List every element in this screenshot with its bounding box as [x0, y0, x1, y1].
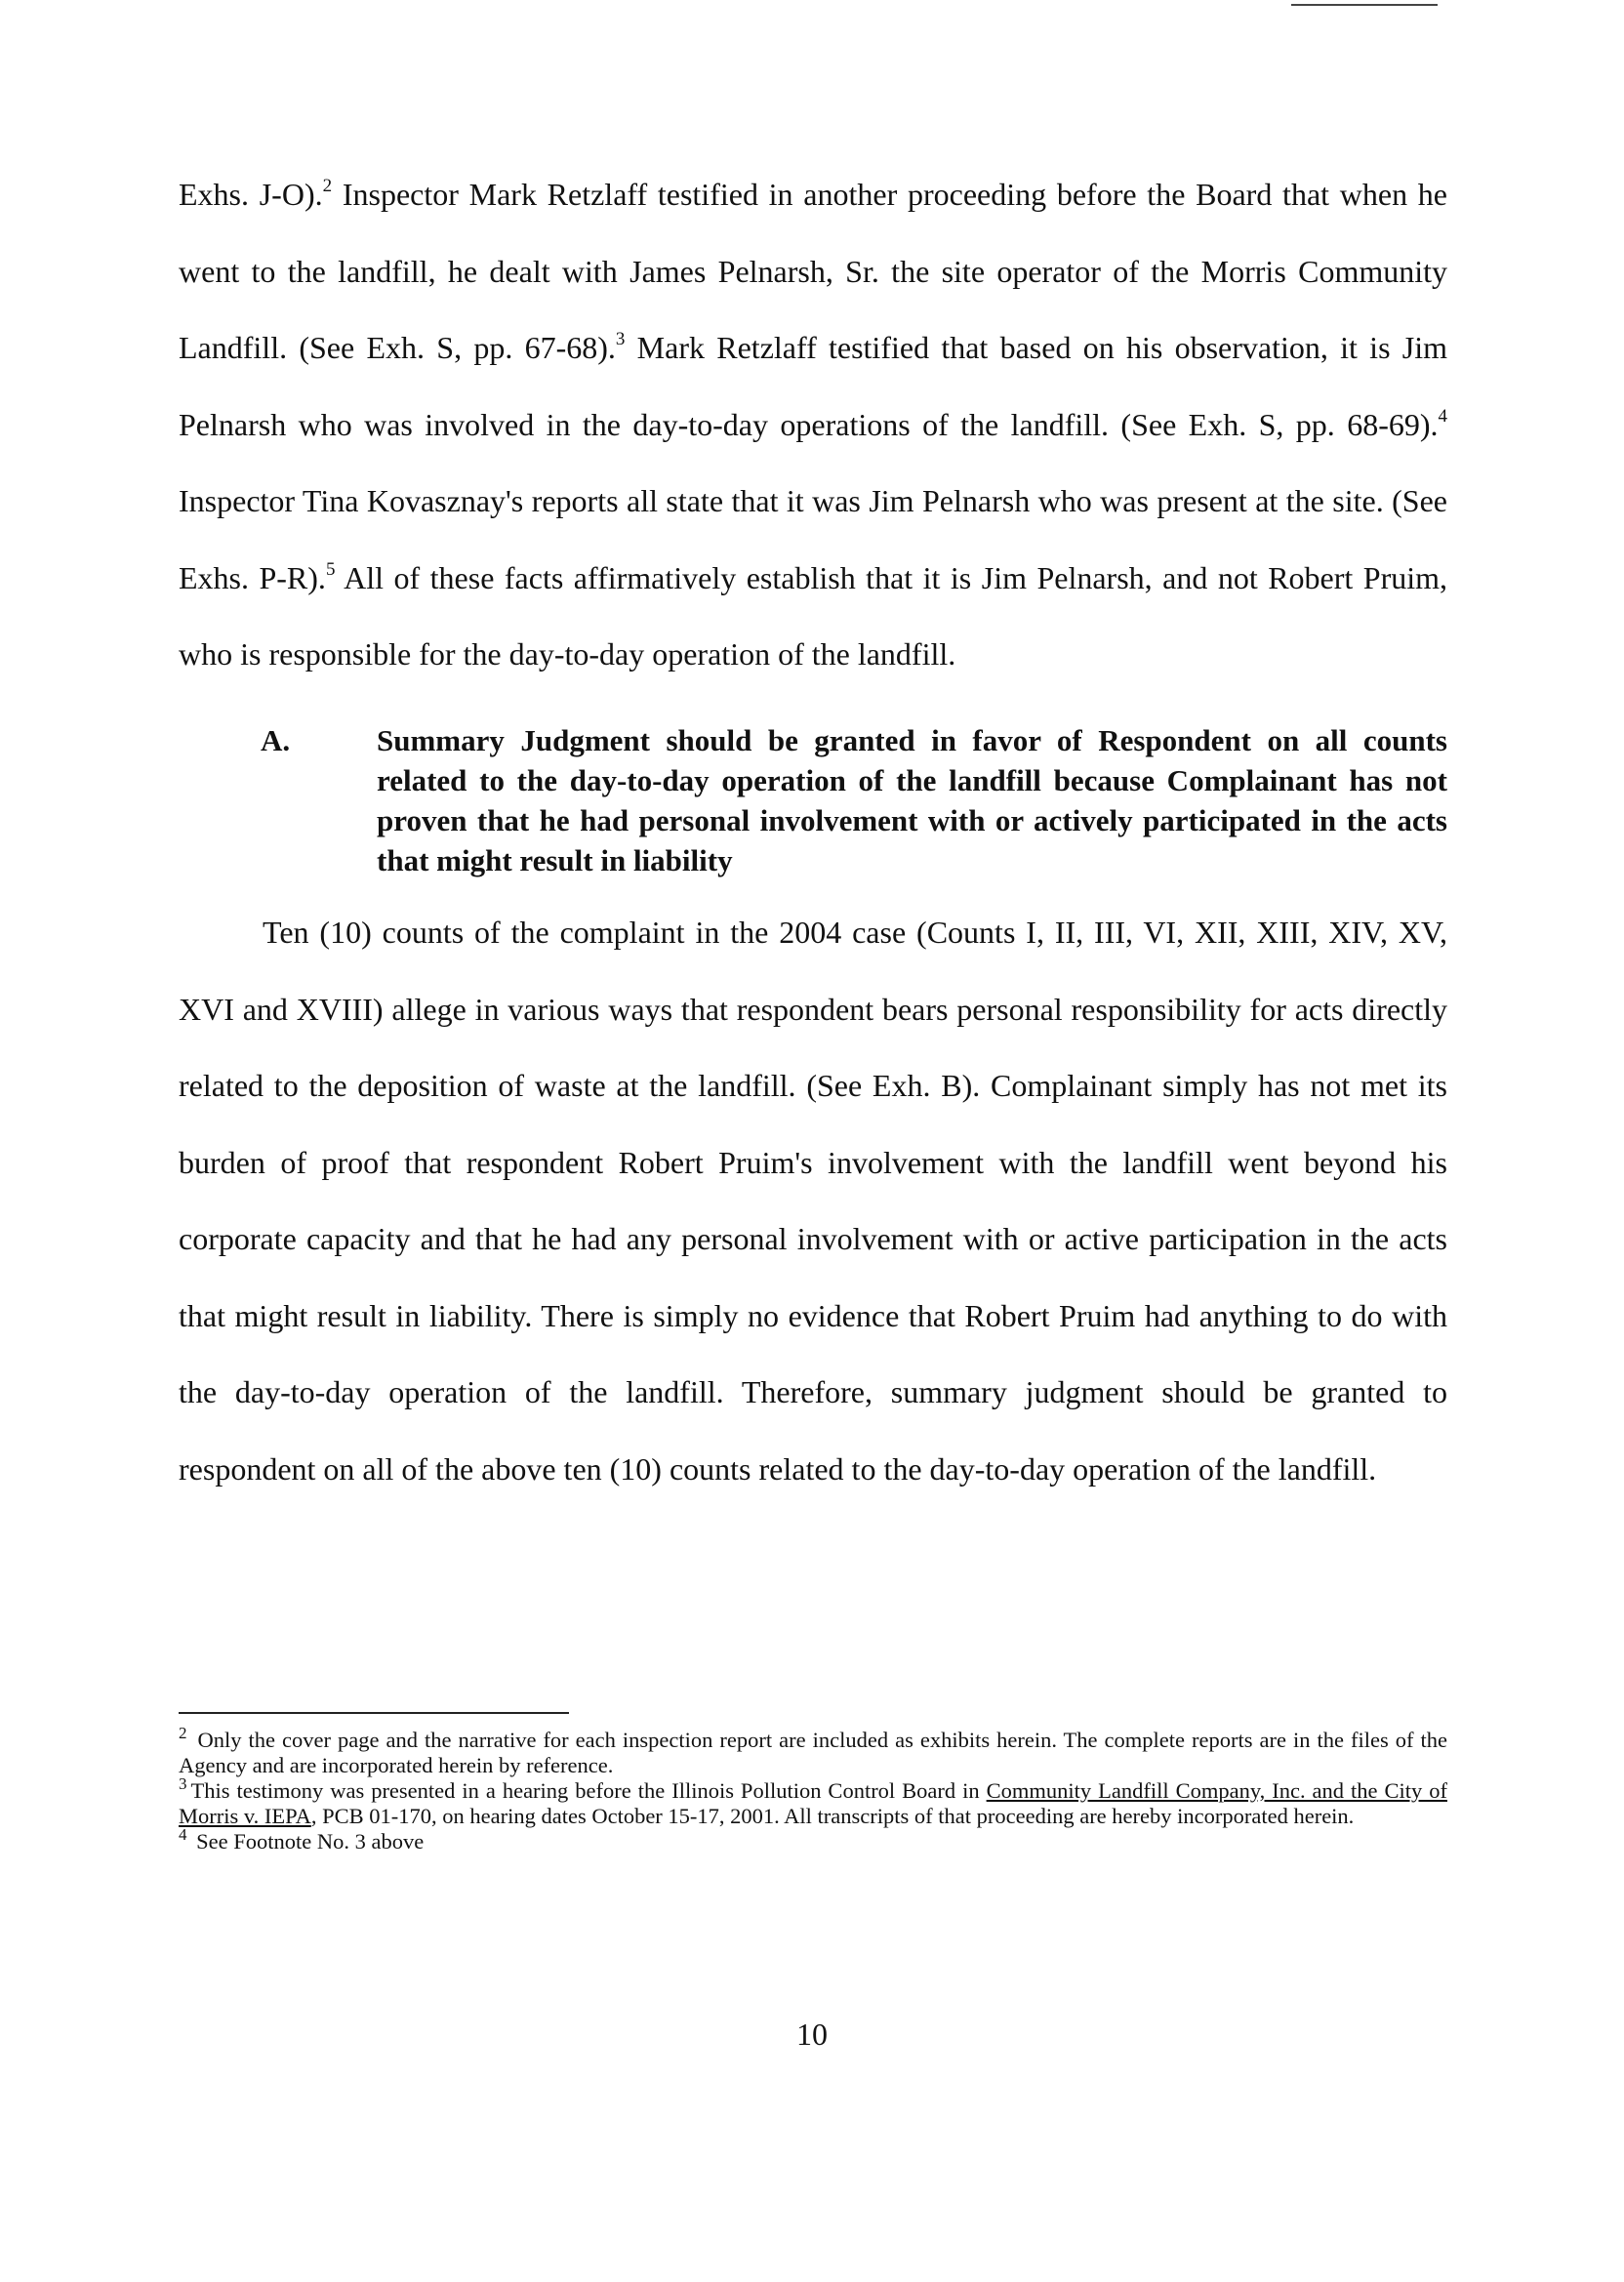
p1-sentence-3: Mark Retzlaff testified that based on his observation, it is Jim Pelnarsh who was involved in the day-to-day operations of the landfill. (See Exh. S, pp. 68-69). [179, 330, 1448, 442]
body-paragraph-1 [179, 156, 1447, 693]
footnote-ref-5: 5 [325, 558, 336, 580]
footnote-ref-2: 2 [322, 175, 333, 196]
footnote-ref-4: 4 [1438, 405, 1447, 427]
footnote-separator [179, 1712, 569, 1714]
footnote-3 [179, 1773, 1447, 1829]
footnote-3-text-end: , PCB 01-170, on hearing dates October 15-17, 2001. All transcripts of that proceeding are hereby incorporated herein. [310, 1804, 1355, 1828]
body-paragraph-2: Ten (10) counts of the complaint in the 2004 case (Counts I, II, III, VI, XII, XIII, XIV, XV, XVI and XVIII) allege in various ways that respondent bears personal responsibility for acts directly related to the deposition of waste at the landfill. (See Exh. B). Complainant simply has not met its burden of proof that respondent Robert Pruim's involvement with the landfill went beyond his corporate capacity and that he had any personal involvement with or active participation in the acts that might result in liability. There is simply no evidence that Robert Pruim had anything to do with the day-to-day operation of the landfill. Therefore, summary judgment should be granted to respondent on all of the above ten (10) counts related to the day-to-day operation of the landfill. [179, 915, 1447, 1487]
p1-sentence-2: Inspector Mark Retzlaff testified in another proceeding before the Board that when he went to the landfill, he dealt with James Pelnarsh, Sr. the site operator of the Morris Community Landfill. (See Exh. S, pp. 67-68). [179, 177, 1448, 365]
top-edge-rule [1291, 4, 1438, 6]
footnote-2-number: 2 [179, 1723, 187, 1742]
footnote-2 [179, 1723, 1447, 1778]
footnote-4-text: See Footnote No. 3 above [190, 1829, 425, 1854]
footnote-3-number: 3 [179, 1773, 187, 1793]
case-citation: Community Landfill Company, Inc. and the City of Morris v. IEPA [179, 1778, 1447, 1828]
footnote-2-text: Only the cover page and the narrative for each inspection report are included as exhibits herein. The complete reports are in the files of the Agency and are incorporated herein by reference. [179, 1728, 1447, 1777]
footnote-ref-3: 3 [615, 328, 626, 349]
footnote-4 [179, 1824, 1447, 1854]
section-label: A. [261, 723, 291, 757]
footnote-4-number: 4 [179, 1824, 187, 1844]
p1-sentence-4: Inspector Tina Kovasznay's reports all state that it was Jim Pelnarsh who was present at the site. (See Exhs. P-R). [179, 483, 1447, 595]
p1-sentence-1: Exhs. J-O). [179, 177, 323, 212]
footnote-3-text: This testimony was presented in a hearing before the Illinois Pollution Control Board in [190, 1778, 987, 1803]
section-heading-a [261, 720, 1447, 880]
p1-sentence-5: All of these facts affirmatively establish that it is Jim Pelnarsh, and not Robert Pruim, who is responsible for the day-to-day operation of the landfill. [179, 559, 1448, 672]
page-number: 10 [796, 2017, 828, 2052]
footnotes [179, 1723, 1447, 1854]
section-heading-text: Summary Judgment should be granted in favor of Respondent on all counts related to the day-to-day operation of the landfill because Complainant has not proven that he had personal involvement with or actively participated in the acts that might result in liability [377, 723, 1447, 877]
